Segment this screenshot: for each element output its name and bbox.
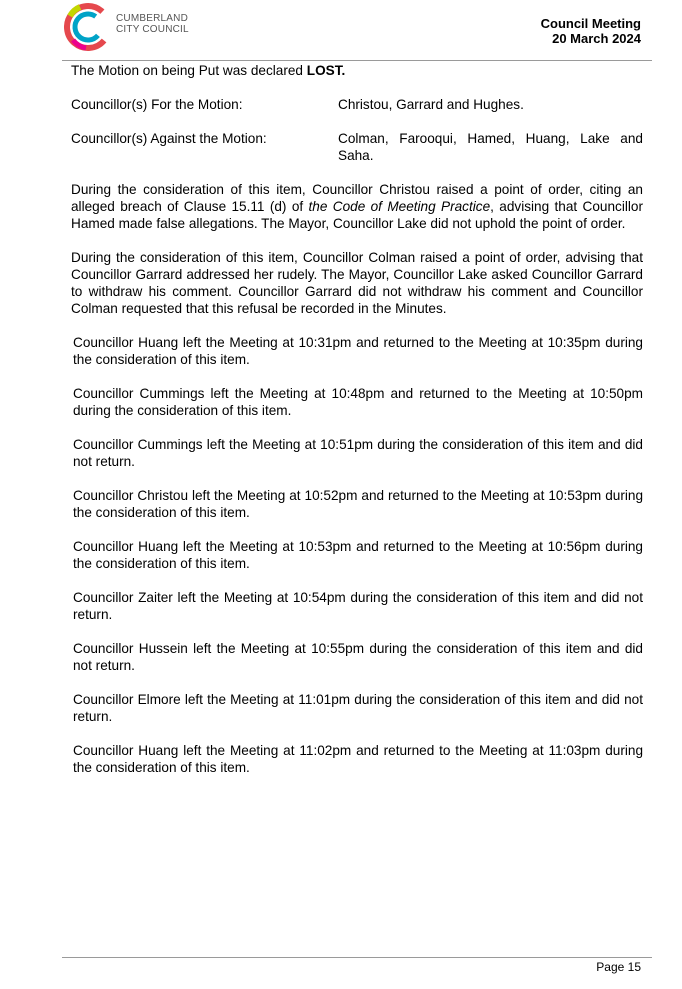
meeting-title: Council Meeting	[540, 16, 641, 31]
code-of-meeting-practice-reference: the Code of Meeting Practice	[308, 199, 491, 214]
votes-against-names: Colman, Farooqui, Hamed, Huang, Lake and Saha.	[338, 131, 643, 163]
motion-result	[71, 62, 643, 79]
motion-result-prefix: The Motion on being Put was declared	[71, 63, 307, 78]
council-name-line2: CITY COUNCIL	[116, 24, 189, 35]
council-name	[116, 13, 189, 35]
header-divider	[62, 60, 652, 61]
motion-result-value: LOST.	[306, 63, 346, 78]
votes-for-names: Christou, Garrard and Hughes.	[338, 97, 524, 112]
votes-for-label: Councillor(s) For the Motion:	[71, 97, 243, 112]
movement-record: Councillor Huang left the Meeting at 11:02pm and returned to the Meeting at 11:03pm during the consideration of this item.	[73, 743, 643, 775]
movement-record: Councillor Christou left the Meeting at 10:52pm and returned to the Meeting at 10:53pm during the consideration of this item.	[73, 488, 643, 520]
movement-record: Councillor Zaiter left the Meeting at 10:54pm during the consideration of this item and did not return.	[73, 590, 643, 622]
movement-record: Councillor Huang left the Meeting at 10:53pm and returned to the Meeting at 10:56pm during the consideration of this item.	[73, 539, 643, 571]
page-header	[0, 0, 682, 60]
votes-against-label: Councillor(s) Against the Motion:	[71, 131, 267, 146]
votes-for-row	[71, 96, 643, 113]
point-of-order-1	[71, 181, 643, 232]
movement-record: Councillor Elmore left the Meeting at 11:01pm during the consideration of this item and did not return.	[73, 692, 643, 724]
meeting-info	[541, 16, 641, 46]
movement-record: Councillor Hussein left the Meeting at 10:55pm during the consideration of this item and did not return.	[73, 641, 643, 673]
cumberland-logo-icon	[64, 0, 112, 52]
councillor-movements	[71, 334, 643, 776]
page-number: Page 15	[596, 960, 641, 974]
votes-against-row	[71, 130, 643, 164]
movement-record: Councillor Cummings left the Meeting at 10:48pm and returned to the Meeting at 10:50pm during the consideration of this item.	[73, 386, 643, 418]
point-of-order-1-text-end: , advising that Councillor Hamed made false allegations. The Mayor, Councillor Lake did not uphold the point of order.	[71, 199, 643, 231]
footer-divider	[62, 957, 652, 958]
point-of-order-2: During the consideration of this item, Councillor Colman raised a point of order, advising that Councillor Garrard addressed her rudely. The Mayor, Councillor Lake asked Councillor Garrard to withdraw his comment. Councillor Garrard did not withdraw his comment and Councillor Colman requested that this refusal be recorded in the Minutes.	[71, 250, 643, 316]
movement-record: Councillor Huang left the Meeting at 10:31pm and returned to the Meeting at 10:35pm during the consideration of this item.	[73, 335, 643, 367]
minutes-body	[71, 62, 643, 793]
movement-record: Councillor Cummings left the Meeting at 10:51pm during the consideration of this item and did not return.	[73, 437, 643, 469]
council-name-line1: CUMBERLAND	[116, 13, 189, 24]
point-of-order-1-text: During the consideration of this item, Councillor Christou raised a point of order, citing an alleged breach of Clause 15.11 (d) of	[71, 182, 643, 214]
meeting-date: 20 March 2024	[552, 31, 641, 46]
